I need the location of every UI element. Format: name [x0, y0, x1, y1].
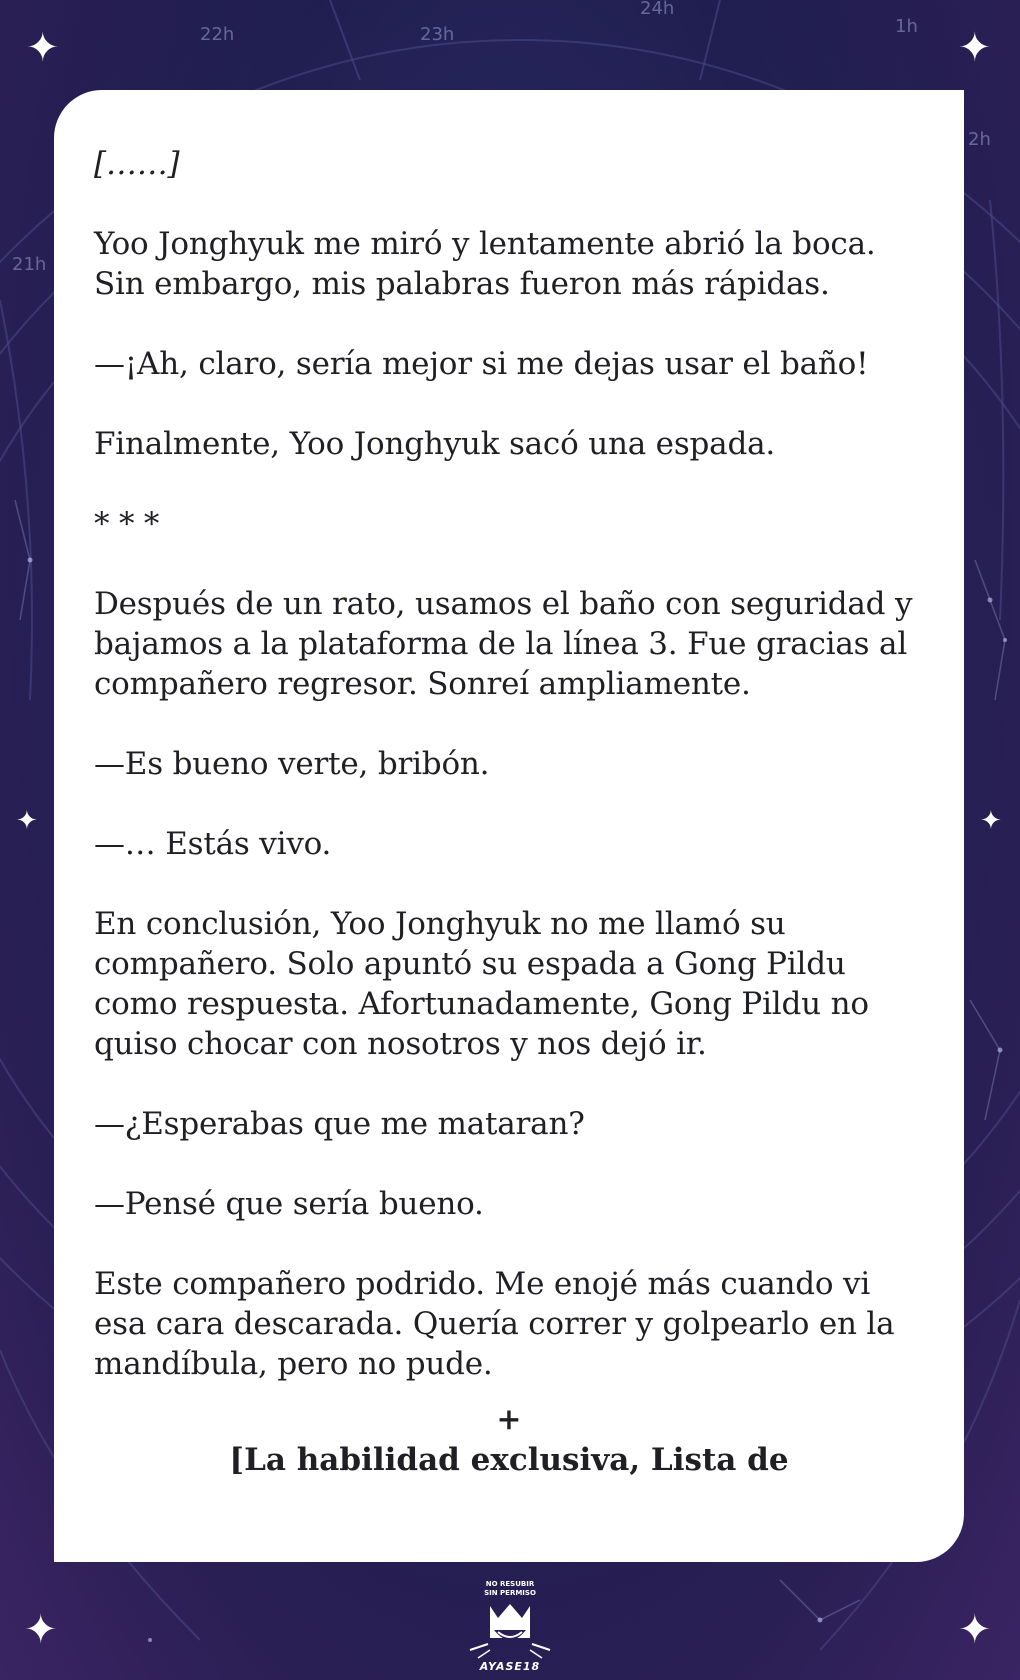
- paragraph: —Pensé que sería bueno.: [94, 1186, 484, 1222]
- watermark-signature: AYASE18: [479, 1660, 541, 1673]
- paragraph: —… Estás vivo.: [94, 826, 332, 862]
- paragraph: —Es bueno verte, bribón.: [94, 746, 490, 782]
- paragraph: Este compañero podrido. Me enojé más cuando vi esa cara descarada. Quería correr y golpearlo en la mandíbula, pero no pude.: [94, 1266, 895, 1382]
- paragraph: Finalmente, Yoo Jonghyuk sacó una espada.: [94, 426, 776, 462]
- scene-break: * * *: [94, 506, 160, 542]
- sparkle-star-icon: ✦: [980, 806, 1002, 836]
- system-message: [La habilidad exclusiva, Lista de: [229, 1442, 789, 1478]
- paragraph: Después de un rato, usamos el baño con seguridad y bajamos a la plataforma de la línea 3. Fue gracias al compañero regresor. Sonreí ampliamente.: [94, 586, 913, 702]
- sparkle-star-icon: ✦: [958, 25, 992, 71]
- hour-label: 21h: [12, 254, 47, 275]
- sparkle-star-icon: ✦: [16, 806, 38, 836]
- crown-face-icon: [450, 1598, 570, 1668]
- watermark-logo: [450, 1578, 570, 1678]
- hour-label: 24h: [640, 0, 675, 19]
- paragraph: —¡Ah, claro, sería mejor si me dejas usar el baño!: [94, 346, 869, 382]
- hour-label: 23h: [420, 24, 455, 45]
- hour-label: 1h: [895, 16, 918, 37]
- hour-label: 22h: [200, 24, 235, 45]
- paragraph: En conclusión, Yoo Jonghyuk no me llamó su compañero. Solo apuntó su espada a Gong Pildu como respuesta. Afortunadamente, Gong Pildu no quiso chocar con nosotros y nos dejó ir.: [94, 906, 869, 1062]
- sparkle-star-icon: ✦: [24, 1607, 58, 1653]
- sparkle-star-icon: ✦: [26, 25, 60, 71]
- watermark-line: NO RESUBIR: [485, 1580, 535, 1588]
- hour-label: 2h: [968, 129, 991, 150]
- paragraph: Yoo Jonghyuk me miró y lentamente abrió la boca. Sin embargo, mis palabras fueron más rápidas.: [94, 226, 876, 302]
- watermark-line: SIN PERMISO: [484, 1589, 536, 1597]
- paragraph: —¿Esperabas que me mataran?: [94, 1106, 585, 1142]
- sparkle-star-icon: ✦: [958, 1607, 992, 1653]
- paragraph: [……]: [94, 146, 180, 182]
- plus-icon: +: [496, 1402, 522, 1437]
- text-card: [54, 90, 964, 1562]
